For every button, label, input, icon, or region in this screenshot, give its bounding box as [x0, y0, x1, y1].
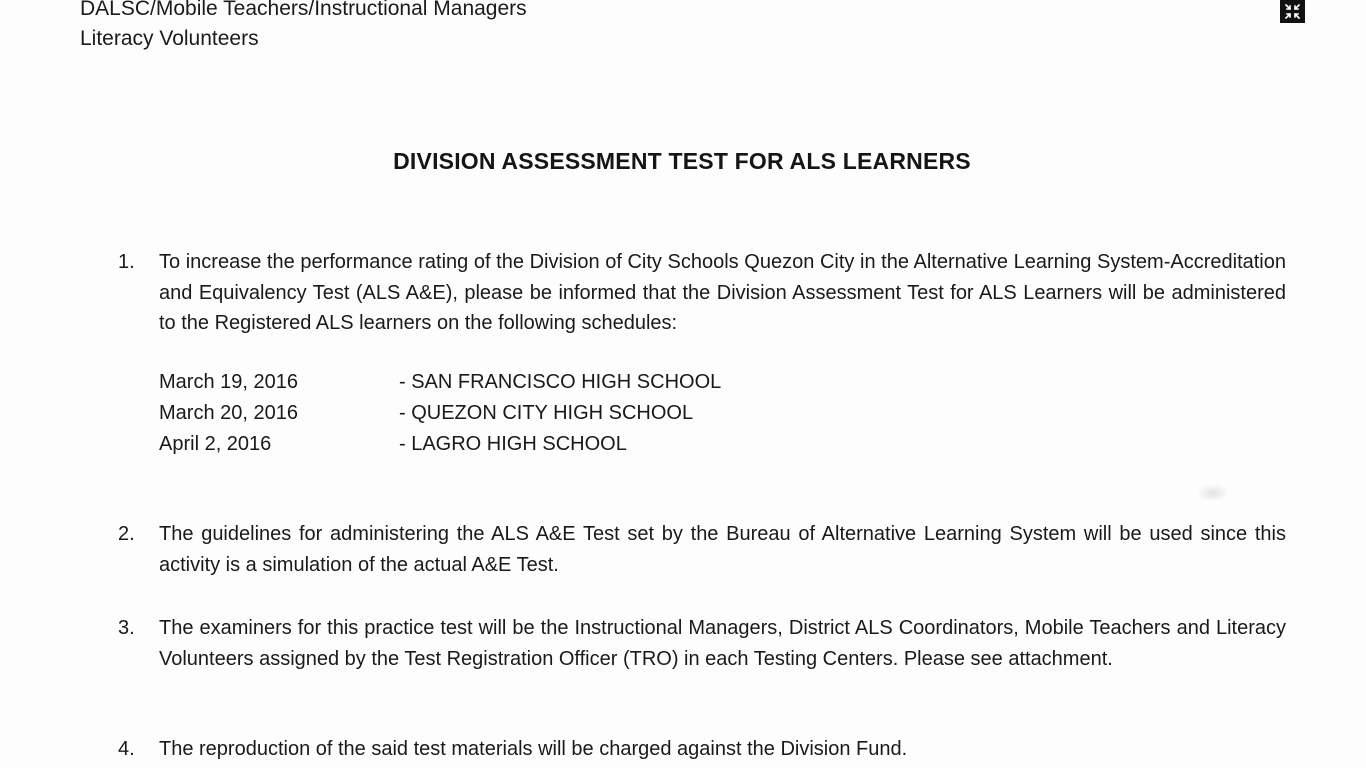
schedule-row [159, 367, 859, 398]
document-title-text: DIVISION ASSESSMENT TEST FOR ALS LEARNERS [393, 148, 971, 174]
schedule-row [159, 429, 859, 460]
schedule-list [159, 367, 859, 460]
document-title [0, 148, 1366, 175]
recipient-line-1: DALSC/Mobile Teachers/Instructional Managers [80, 0, 527, 20]
schedule-venue: - LAGRO HIGH SCHOOL [399, 433, 627, 455]
recipient-line-2: Literacy Volunteers [80, 27, 259, 50]
schedule-date: March 19, 2016 [159, 371, 298, 393]
list-item-number: 1. [118, 251, 135, 273]
list-item-text: The reproduction of the said test materials will be charged against the Division Fund. [159, 738, 908, 760]
schedule-row [159, 398, 859, 429]
collapse-arrows-icon [1280, 0, 1305, 23]
list-item-number: 3. [118, 617, 135, 639]
schedule-venue: - QUEZON CITY HIGH SCHOOL [399, 402, 694, 424]
list-item-number: 4. [118, 738, 135, 760]
schedule-date: March 20, 2016 [159, 402, 298, 424]
scan-smudge [1196, 484, 1230, 502]
list-item-text: The examiners for this practice test will be the Instructional Managers, District ALS Coordinators, Mobile Teachers and Literacy Volunteers assigned by the Test Registration Officer (TRO) in each Testing Centers. Please see attachment. [159, 617, 1286, 670]
schedule-date: April 2, 2016 [159, 433, 272, 455]
list-item-number: 2. [118, 523, 135, 545]
exit-fullscreen-button[interactable] [1280, 0, 1305, 23]
list-item-text: To increase the performance rating of the Division of City Schools Quezon City in the Alternative Learning System-Accreditation and Equivalency Test (ALS A&E), please be informed that the Division Assessment Test for ALS Learners will be administered to the Registered ALS learners on the following schedules: [159, 251, 1286, 334]
schedule-venue: - SAN FRANCISCO HIGH SCHOOL [399, 371, 722, 393]
list-item-text: The guidelines for administering the ALS A&E Test set by the Bureau of Alternative Learning System will be used since this activity is a simulation of the actual A&E Test. [159, 523, 1286, 576]
